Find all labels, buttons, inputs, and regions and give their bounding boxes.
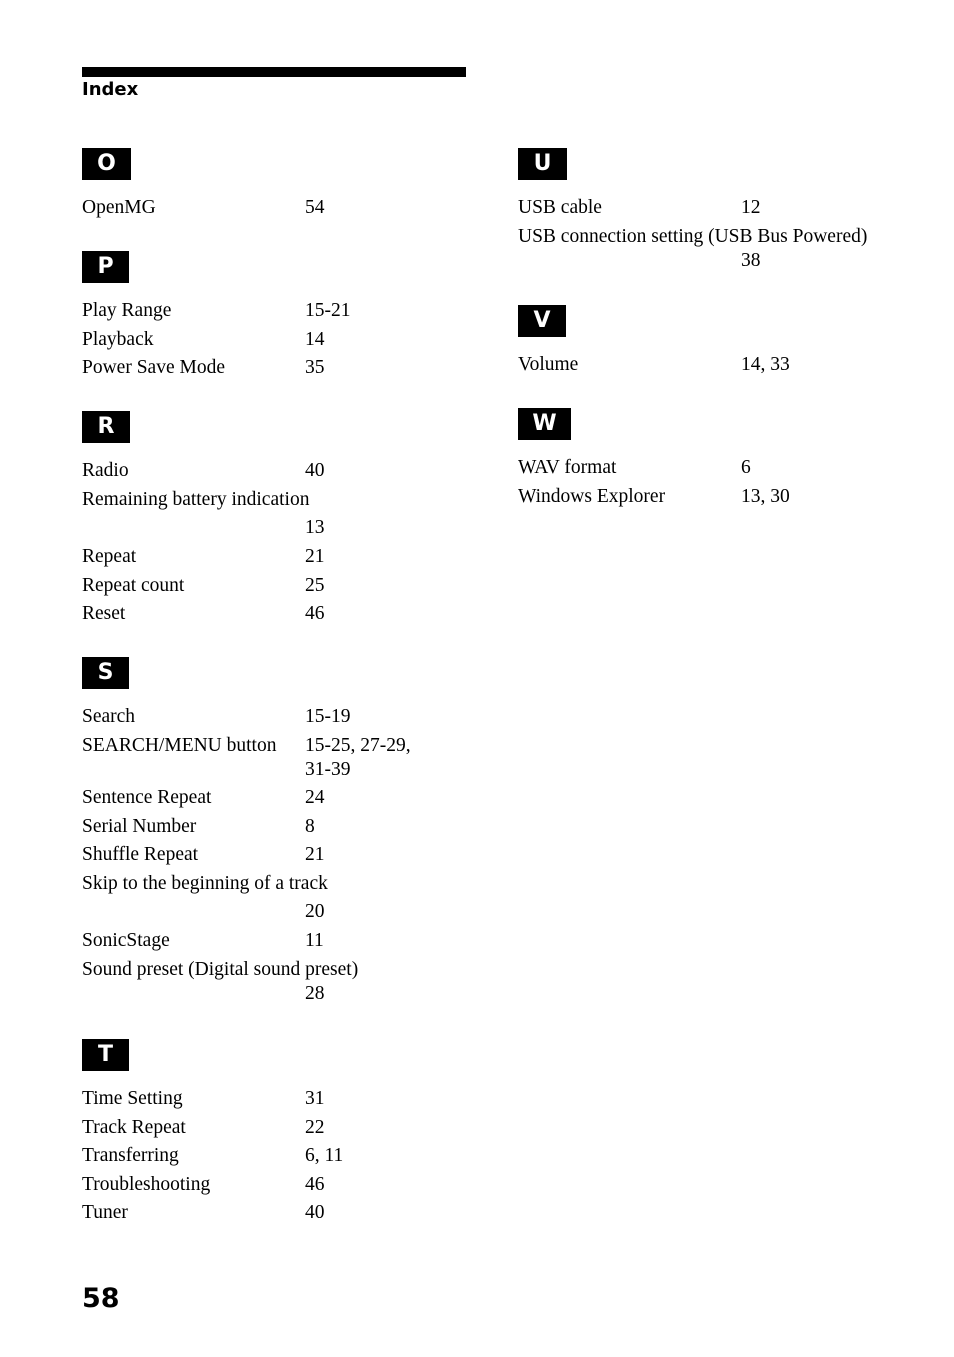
index-term: Track Repeat bbox=[82, 1116, 186, 1138]
index-entry bbox=[82, 956, 502, 1007]
index-pages: 28 bbox=[305, 983, 325, 1004]
index-term: WAV format bbox=[518, 457, 617, 478]
index-entry bbox=[82, 1171, 502, 1200]
index-section-u bbox=[518, 148, 938, 275]
index-term: Power Save Mode bbox=[82, 357, 225, 378]
index-pages: 14, 33 bbox=[741, 354, 790, 375]
index-pages: 25 bbox=[305, 574, 325, 596]
index-pages: 8 bbox=[305, 815, 315, 837]
index-pages: 15-21 bbox=[305, 300, 351, 321]
index-entry bbox=[82, 457, 502, 486]
index-entry bbox=[82, 732, 502, 783]
index-entry bbox=[82, 784, 502, 813]
index-entry bbox=[518, 223, 938, 274]
index-pages: 6, 11 bbox=[305, 1145, 344, 1166]
index-term: Radio bbox=[82, 460, 129, 481]
index-pages: 13, 30 bbox=[741, 485, 790, 507]
index-entry bbox=[82, 354, 502, 383]
section-letter: R bbox=[82, 411, 130, 443]
index-section-s bbox=[82, 657, 502, 1008]
index-entry bbox=[82, 703, 502, 732]
index-entry bbox=[82, 1199, 502, 1228]
index-pages: 21 bbox=[305, 546, 325, 567]
index-entry bbox=[82, 194, 502, 223]
section-letter: T bbox=[82, 1039, 129, 1071]
index-entry bbox=[518, 454, 938, 483]
index-pages: 15-25, 27-29, bbox=[305, 734, 411, 756]
index-pages: 11 bbox=[305, 930, 324, 951]
index-entry bbox=[82, 543, 502, 572]
index-pages: 31 bbox=[305, 1088, 325, 1109]
index-section-r bbox=[82, 411, 502, 629]
index-term: USB connection setting (USB Bus Powered) bbox=[518, 225, 868, 247]
index-pages: 14 bbox=[305, 328, 325, 350]
index-pages: 35 bbox=[305, 357, 325, 378]
index-section-w bbox=[518, 408, 938, 511]
index-term: Reset bbox=[82, 603, 126, 624]
index-term: Sound preset (Digital sound preset) bbox=[82, 958, 359, 980]
index-entry bbox=[82, 326, 502, 355]
index-section-o bbox=[82, 148, 502, 223]
index-pages: 21 bbox=[305, 844, 325, 865]
index-entry bbox=[82, 600, 502, 629]
index-pages: 15-19 bbox=[305, 706, 351, 727]
index-entry bbox=[518, 194, 938, 223]
index-entry bbox=[82, 927, 502, 956]
index-term: Serial Number bbox=[82, 815, 197, 837]
index-pages: 54 bbox=[305, 197, 325, 218]
section-letter: V bbox=[518, 305, 566, 337]
index-term: Tuner bbox=[82, 1202, 128, 1223]
index-pages: 20 bbox=[305, 901, 325, 922]
index-entry bbox=[82, 486, 502, 544]
index-term: OpenMG bbox=[82, 197, 156, 218]
index-term: Troubleshooting bbox=[82, 1173, 211, 1195]
section-letter: P bbox=[82, 251, 129, 283]
index-pages: 46 bbox=[305, 1173, 325, 1195]
index-section-t bbox=[82, 1039, 502, 1228]
section-letter: U bbox=[518, 148, 567, 180]
index-term: Search bbox=[82, 706, 136, 727]
index-entry bbox=[82, 1142, 502, 1171]
index-term: Windows Explorer bbox=[518, 485, 666, 507]
index-pages-continued: 31-39 bbox=[305, 759, 351, 780]
index-term: Sentence Repeat bbox=[82, 787, 212, 808]
page-number: 58 bbox=[82, 1283, 120, 1314]
index-term: Repeat count bbox=[82, 574, 185, 596]
index-term: Volume bbox=[518, 354, 579, 375]
index-entry bbox=[82, 572, 502, 601]
index-entry bbox=[518, 351, 938, 380]
index-entry bbox=[82, 870, 502, 928]
index-term: Play Range bbox=[82, 300, 172, 321]
index-pages: 40 bbox=[305, 460, 325, 481]
index-pages: 40 bbox=[305, 1202, 325, 1223]
index-entry bbox=[82, 1085, 502, 1114]
index-pages: 13 bbox=[305, 517, 325, 538]
index-section-p bbox=[82, 251, 502, 383]
index-pages: 12 bbox=[741, 197, 761, 218]
index-pages: 38 bbox=[741, 250, 761, 271]
index-pages: 6 bbox=[741, 457, 751, 478]
index-pages: 22 bbox=[305, 1116, 325, 1138]
index-entry bbox=[82, 813, 502, 842]
section-letter: S bbox=[82, 657, 129, 689]
index-term: Repeat bbox=[82, 546, 137, 567]
header-rule bbox=[82, 67, 466, 77]
index-entry bbox=[82, 297, 502, 326]
index-section-v bbox=[518, 305, 938, 380]
index-pages: 46 bbox=[305, 603, 325, 624]
index-term: SEARCH/MENU button bbox=[82, 734, 277, 756]
index-term: Playback bbox=[82, 328, 154, 350]
index-term: Shuffle Repeat bbox=[82, 844, 199, 865]
page-title: Index bbox=[82, 79, 139, 100]
index-term: Remaining battery indication bbox=[82, 488, 310, 510]
index-term: Time Setting bbox=[82, 1088, 183, 1109]
index-entry bbox=[82, 841, 502, 870]
index-term: USB cable bbox=[518, 197, 602, 218]
index-term: SonicStage bbox=[82, 930, 170, 951]
index-entry bbox=[518, 483, 938, 512]
section-letter: W bbox=[518, 408, 571, 440]
index-term: Transferring bbox=[82, 1145, 179, 1166]
section-letter: O bbox=[82, 148, 131, 180]
index-entry bbox=[82, 1114, 502, 1143]
index-pages: 24 bbox=[305, 787, 325, 808]
index-term: Skip to the beginning of a track bbox=[82, 872, 328, 894]
